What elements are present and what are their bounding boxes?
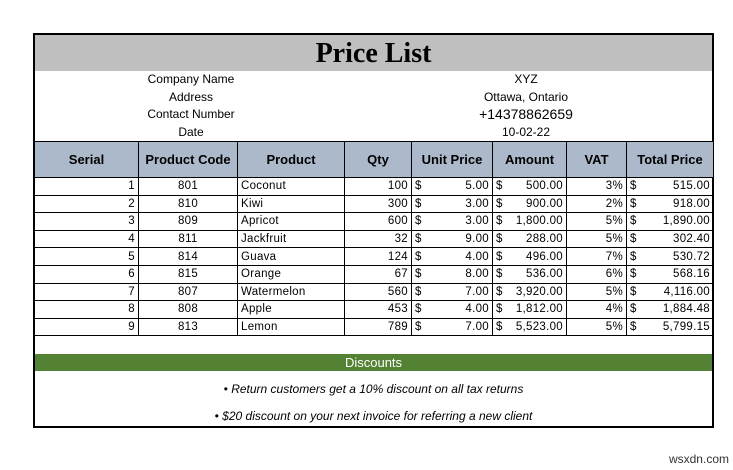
currency-symbol: $ — [630, 268, 637, 281]
money-cell — [412, 248, 493, 266]
money-value: 536.00 — [526, 268, 563, 281]
money-value: 5,799.15 — [662, 321, 710, 334]
table-row — [35, 283, 714, 301]
money-value: 3,920.00 — [515, 285, 563, 298]
vat-cell: 5% — [567, 283, 627, 301]
currency-symbol: $ — [415, 268, 422, 281]
table-row — [35, 195, 714, 213]
table-row — [35, 301, 714, 319]
serial-cell: 4 — [35, 230, 139, 248]
column-header: Product Code — [139, 142, 238, 178]
money-cell — [493, 283, 567, 301]
company-info — [35, 71, 712, 141]
info-label: Address — [168, 89, 214, 104]
money-cell — [412, 283, 493, 301]
product-cell: Guava — [238, 248, 345, 266]
header-row — [35, 142, 714, 178]
money-value: 1,800.00 — [515, 215, 563, 228]
money-value: 4,116.00 — [663, 285, 710, 298]
column-header: Product — [238, 142, 345, 178]
currency-symbol: $ — [415, 215, 422, 228]
money-cell — [493, 301, 567, 319]
currency-symbol: $ — [630, 250, 637, 263]
currency-symbol: $ — [630, 197, 637, 210]
money-value: 5,523.00 — [515, 321, 563, 334]
info-row — [35, 71, 712, 89]
money-cell — [493, 178, 567, 196]
vat-cell: 4% — [567, 301, 627, 319]
code-cell: 801 — [139, 178, 238, 196]
qty-cell: 100 — [345, 178, 412, 196]
currency-symbol: $ — [415, 285, 422, 298]
table-row — [35, 230, 714, 248]
qty-cell: 32 — [345, 230, 412, 248]
serial-cell: 1 — [35, 178, 139, 196]
product-cell: Apricot — [238, 213, 345, 231]
qty-cell: 789 — [345, 318, 412, 336]
page-title: Price List — [35, 35, 712, 71]
qty-cell: 67 — [345, 265, 412, 283]
currency-symbol: $ — [496, 321, 503, 334]
code-cell: 814 — [139, 248, 238, 266]
column-header: Total Price — [627, 142, 714, 178]
code-cell: 811 — [139, 230, 238, 248]
currency-symbol: $ — [496, 215, 503, 228]
money-cell — [493, 265, 567, 283]
vat-cell: 3% — [567, 178, 627, 196]
money-cell — [627, 301, 714, 319]
serial-cell: 2 — [35, 195, 139, 213]
vat-cell: 5% — [567, 213, 627, 231]
code-cell: 809 — [139, 213, 238, 231]
column-header: VAT — [567, 142, 627, 178]
qty-cell: 600 — [345, 213, 412, 231]
money-cell — [493, 195, 567, 213]
money-cell — [627, 318, 714, 336]
qty-cell: 300 — [345, 195, 412, 213]
price-table — [34, 141, 714, 336]
currency-symbol: $ — [496, 180, 503, 193]
money-cell — [627, 265, 714, 283]
money-value: 900.00 — [526, 197, 563, 210]
money-value: 4.00 — [465, 303, 489, 316]
price-list-sheet — [33, 33, 714, 428]
currency-symbol: $ — [415, 197, 422, 210]
money-cell — [627, 283, 714, 301]
currency-symbol: $ — [496, 250, 503, 263]
info-label: Date — [178, 124, 204, 139]
product-cell: Kiwi — [238, 195, 345, 213]
money-cell — [412, 178, 493, 196]
serial-cell: 7 — [35, 283, 139, 301]
currency-symbol: $ — [415, 250, 422, 263]
money-value: 3.00 — [465, 197, 489, 210]
qty-cell: 453 — [345, 301, 412, 319]
currency-symbol: $ — [415, 303, 422, 316]
code-cell: 813 — [139, 318, 238, 336]
money-cell — [493, 230, 567, 248]
money-value: 530.72 — [673, 250, 710, 263]
column-header: Amount — [493, 142, 567, 178]
money-value: 9.00 — [465, 233, 489, 246]
money-cell — [627, 248, 714, 266]
info-value: +14378862659 — [479, 106, 573, 122]
money-value: 288.00 — [526, 233, 563, 246]
qty-cell: 560 — [345, 283, 412, 301]
vat-cell: 5% — [567, 318, 627, 336]
product-cell: Orange — [238, 265, 345, 283]
money-cell — [493, 318, 567, 336]
info-row — [35, 124, 712, 142]
money-cell — [493, 213, 567, 231]
currency-symbol: $ — [496, 268, 503, 281]
table-row — [35, 318, 714, 336]
currency-symbol: $ — [415, 321, 422, 334]
info-label: Contact Number — [147, 107, 235, 121]
currency-symbol: $ — [630, 233, 637, 246]
vat-cell: 2% — [567, 195, 627, 213]
code-cell: 808 — [139, 301, 238, 319]
table-row — [35, 265, 714, 283]
money-cell — [412, 230, 493, 248]
money-cell — [412, 265, 493, 283]
discounts-header: Discounts — [35, 354, 712, 371]
currency-symbol: $ — [630, 321, 637, 334]
currency-symbol: $ — [496, 197, 503, 210]
vat-cell: 6% — [567, 265, 627, 283]
serial-cell: 6 — [35, 265, 139, 283]
column-header: Unit Price — [412, 142, 493, 178]
product-cell: Lemon — [238, 318, 345, 336]
info-value: XYZ — [514, 72, 538, 86]
table-row — [35, 248, 714, 266]
vat-cell: 7% — [567, 248, 627, 266]
currency-symbol: $ — [496, 233, 503, 246]
money-cell — [412, 301, 493, 319]
product-cell: Coconut — [238, 178, 345, 196]
money-value: 1,884.48 — [662, 303, 710, 316]
money-value: 7.00 — [465, 321, 489, 334]
money-value: 1,890.00 — [662, 215, 710, 228]
money-cell — [627, 195, 714, 213]
info-row — [35, 106, 712, 124]
currency-symbol: $ — [415, 180, 422, 193]
watermark: wsxdn.com — [668, 452, 729, 466]
money-cell — [412, 213, 493, 231]
money-value: 5.00 — [465, 180, 489, 193]
info-label: Company Name — [147, 72, 235, 86]
currency-symbol: $ — [496, 285, 503, 298]
column-header: Serial — [35, 142, 139, 178]
info-value: Ottawa, Ontario — [483, 89, 569, 104]
money-cell — [627, 213, 714, 231]
info-row — [35, 89, 712, 107]
currency-symbol: $ — [496, 303, 503, 316]
money-value: 7.00 — [465, 285, 489, 298]
money-cell — [627, 178, 714, 196]
money-value: 8.00 — [465, 268, 489, 281]
money-value: 3.00 — [465, 215, 489, 228]
code-cell: 807 — [139, 283, 238, 301]
money-value: 918.00 — [673, 197, 710, 210]
currency-symbol: $ — [415, 233, 422, 246]
currency-symbol: $ — [630, 303, 637, 316]
product-cell: Jackfruit — [238, 230, 345, 248]
currency-symbol: $ — [630, 285, 637, 298]
currency-symbol: $ — [630, 215, 637, 228]
serial-cell: 3 — [35, 213, 139, 231]
money-cell — [627, 230, 714, 248]
money-value: 4.00 — [465, 250, 489, 263]
info-value: 10-02-22 — [501, 124, 551, 139]
code-cell: 810 — [139, 195, 238, 213]
discount-item: • $20 discount on your next invoice for referring a new client — [214, 409, 533, 423]
currency-symbol: $ — [630, 180, 637, 193]
product-cell: Watermelon — [238, 283, 345, 301]
column-header: Qty — [345, 142, 412, 178]
money-value: 496.00 — [526, 250, 563, 263]
money-value: 1,812.00 — [515, 303, 563, 316]
discount-item: • Return customers get a 10% discount on all tax returns — [223, 382, 524, 396]
money-cell — [412, 195, 493, 213]
table-row — [35, 213, 714, 231]
product-cell: Apple — [238, 301, 345, 319]
serial-cell: 8 — [35, 301, 139, 319]
table-row — [35, 178, 714, 196]
money-cell — [493, 248, 567, 266]
money-value: 568.16 — [673, 268, 710, 281]
qty-cell: 124 — [345, 248, 412, 266]
money-value: 302.40 — [673, 233, 710, 246]
serial-cell: 9 — [35, 318, 139, 336]
serial-cell: 5 — [35, 248, 139, 266]
vat-cell: 5% — [567, 230, 627, 248]
money-value: 515.00 — [673, 180, 710, 193]
money-value: 500.00 — [526, 180, 563, 193]
code-cell: 815 — [139, 265, 238, 283]
money-cell — [412, 318, 493, 336]
